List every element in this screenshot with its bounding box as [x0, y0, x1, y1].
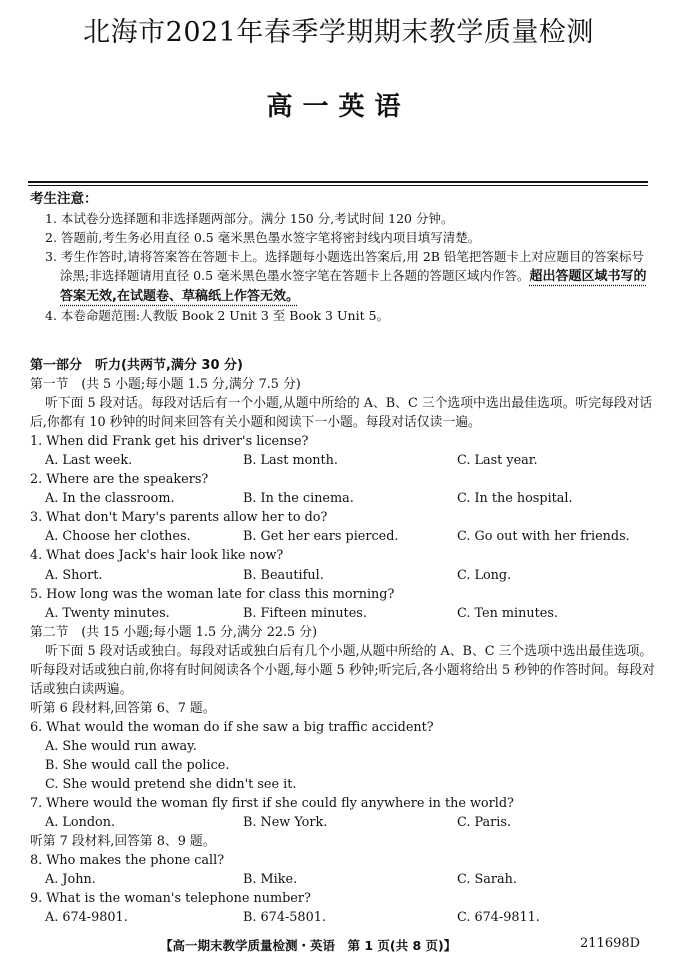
option-b: B. Beautiful.: [243, 567, 324, 583]
question-4-options: [30, 566, 658, 585]
question-6: 6. What would the woman do if she saw a big traffic accident?: [30, 719, 434, 735]
notice-item-2: 2. 答题前,考生务必用直径 0.5 毫米黑色墨水签字笔将密封线内项目填写清楚。: [45, 230, 481, 245]
part1-heading: 第一部分 听力(共两节,满分 30 分): [30, 358, 243, 373]
question-9-options: [30, 908, 658, 927]
section1-instructions: 听下面 5 段对话。每段对话后有一个小题,从题中所给的 A、B、C 三个选项中选出最佳选项。听完每段对话后,你都有 10 秒钟的时间来回答有关小题和阅读下一小题。每段对话仅读一遍。: [30, 396, 653, 431]
section2-heading: 第二节 (共 15 小题;每小题 1.5 分,满分 22.5 分): [30, 624, 318, 640]
question-5: 5. How long was the woman late for class this morning?: [30, 586, 395, 602]
option-c: C. In the hospital.: [457, 491, 573, 507]
option-a: A. 674-9801.: [45, 910, 128, 926]
option-c: C. Long.: [457, 567, 512, 583]
option-b: B. 674-5801.: [243, 910, 326, 926]
question-6-option-c: C. She would pretend she didn't see it.: [45, 777, 297, 793]
option-b: B. Fifteen minutes.: [243, 605, 367, 621]
option-a: A. London.: [45, 815, 116, 831]
question-4: 4. What does Jack's hair look like now?: [30, 548, 284, 564]
question-1: 1. When did Frank get his driver's license?: [30, 434, 309, 450]
footer-exam-code: 211698D: [580, 936, 641, 951]
question-2-options: [30, 489, 658, 508]
option-b: B. Mike.: [243, 872, 298, 888]
exam-subject: 高一英语: [266, 92, 411, 122]
exam-title: 北海市2021年春季学期期末教学质量检测: [83, 17, 594, 48]
section2-instructions: 听下面 5 段对话或独白。每段对话或独白后有几个小题,从题中所给的 A、B、C 三个选项中选出最佳选项。听每段对话或独白前,你将有时间阅读各个小题,每小题 5 秒钟;听完后,各小题将给出 5 秒钟的作答时间。每段对话或独白读两遍。: [30, 643, 655, 697]
header-rule-thin: [28, 185, 648, 186]
option-c: C. 674-9811.: [457, 910, 540, 926]
question-7-options: [30, 813, 658, 832]
option-c: C. Last year.: [457, 453, 538, 469]
notice-item-3: [30, 247, 655, 306]
notice-item-4: 4. 本卷命题范围:人教版 Book 2 Unit 3 至 Book 3 Unit 5。: [45, 308, 390, 323]
material-6-note: 听第 6 段材料,回答第 6、7 题。: [30, 700, 216, 716]
option-c: C. Sarah.: [457, 872, 517, 888]
question-8: 8. Who makes the phone call?: [30, 853, 225, 869]
candidate-notice: [30, 190, 655, 325]
notice-item-3-text: 3. 考生作答时,请将答案答在答题卡上。选择题每小题选出答案后,用 2B 铅笔把答题卡上对应题目的答案标号涂黑;非选择题请用直径 0.5 毫米黑色墨水签字笔在答题卡上各题的答题区域内作答。: [45, 249, 644, 283]
notice-emphasis: 超出答题区域书写的答案无效,在试题卷、草稿纸上作答无效。: [60, 269, 647, 304]
question-6-option-a: A. She would run away.: [45, 738, 197, 754]
option-b: B. New York.: [243, 815, 328, 831]
question-9: 9. What is the woman's telephone number?: [30, 891, 311, 907]
option-b: B. Last month.: [243, 453, 338, 469]
option-a: A. Choose her clothes.: [45, 529, 191, 545]
question-5-options: [30, 604, 658, 623]
option-a: A. Short.: [45, 567, 103, 583]
section1-heading: 第一节 (共 5 小题;每小题 1.5 分,满分 7.5 分): [30, 377, 301, 393]
material-7-note: 听第 7 段材料,回答第 8、9 题。: [30, 834, 216, 850]
option-c: C. Ten minutes.: [457, 605, 558, 621]
option-a: A. Last week.: [45, 453, 133, 469]
question-3: 3. What don't Mary's parents allow her to do?: [30, 510, 328, 526]
question-8-options: [30, 870, 658, 889]
question-7: 7. Where would the woman fly first if she could fly anywhere in the world?: [30, 796, 514, 812]
notice-item-1: 1. 本试卷分选择题和非选择题两部分。满分 150 分,考试时间 120 分钟。: [45, 211, 454, 226]
option-c: C. Paris.: [457, 815, 511, 831]
option-a: A. In the classroom.: [45, 491, 175, 507]
option-a: A. John.: [45, 872, 96, 888]
option-c: C. Go out with her friends.: [457, 529, 630, 545]
option-b: B. Get her ears pierced.: [243, 529, 399, 545]
option-b: B. In the cinema.: [243, 491, 354, 507]
footer-page-info: 【高一期末教学质量检测・英语 第 1 页(共 8 页)】: [160, 938, 457, 953]
question-6-option-b: B. She would call the police.: [45, 757, 230, 773]
header-rule-thick: [28, 181, 648, 183]
question-3-options: [30, 527, 658, 546]
listening-part: [30, 356, 658, 927]
question-1-options: [30, 451, 658, 470]
option-a: A. Twenty minutes.: [45, 605, 170, 621]
notice-heading: 考生注意：: [30, 191, 98, 207]
question-2: 2. Where are the speakers?: [30, 472, 209, 488]
